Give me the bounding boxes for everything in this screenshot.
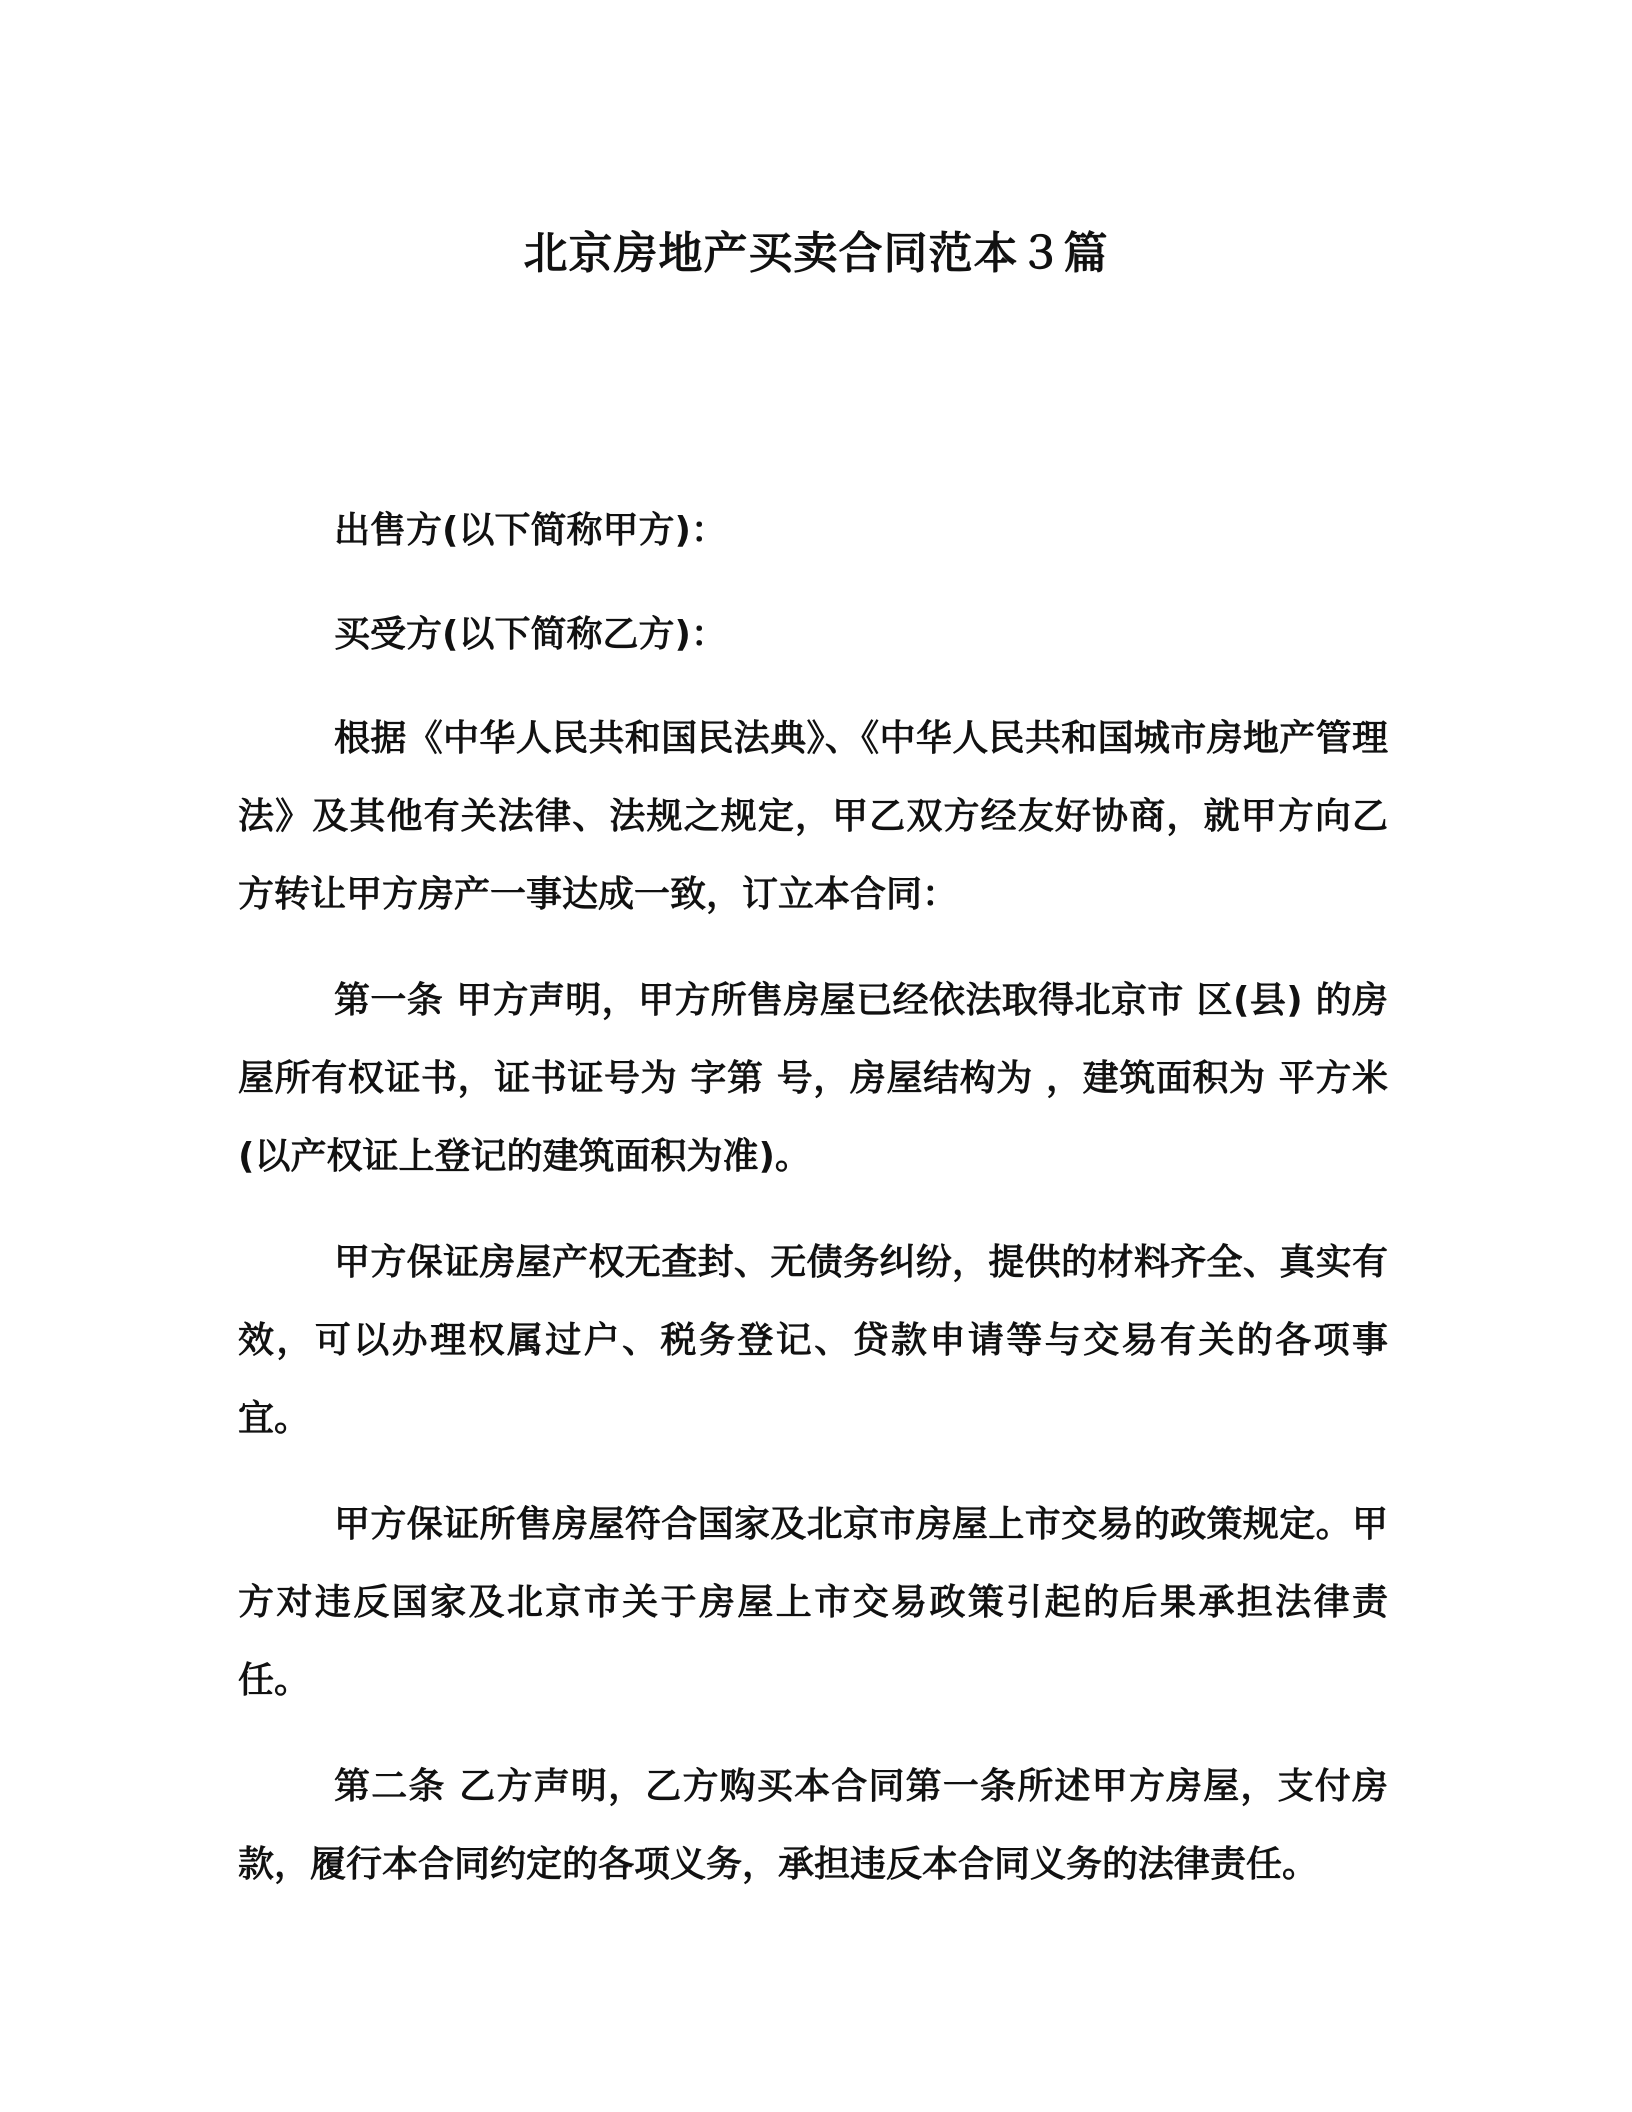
paragraph-article-2: 第二条 乙方声明，乙方购买本合同第一条所述甲方房屋，支付房款，履行本合同约定的各项义务，承担违反本合同义务的法律责任。 bbox=[238, 1766, 1388, 1885]
paragraph-buyer: 买受方(以下简称乙方)： bbox=[334, 614, 727, 655]
paragraph-seller-guarantee-1: 甲方保证房屋产权无查封、无债务纠纷，提供的材料齐全、真实有效，可以办理权属过户、税务登记、贷款申请等与交易有关的各项事宜。 bbox=[238, 1242, 1388, 1439]
paragraph-seller: 出售方(以下简称甲方)： bbox=[334, 510, 727, 551]
document-title: 北京房地产买卖合同范本３篇 bbox=[523, 228, 1109, 279]
document-body bbox=[238, 492, 1388, 1932]
paragraph-seller-guarantee-2: 甲方保证所售房屋符合国家及北京市房屋上市交易的政策规定。甲方对违反国家及北京市关于房屋上市交易政策引起的后果承担法律责任。 bbox=[238, 1504, 1388, 1701]
paragraph-article-1: 第一条 甲方声明，甲方所售房屋已经依法取得北京市 区(县) 的房屋所有权证书，证书证号为 字第 号，房屋结构为 ，建筑面积为 平方米(以产权证上登记的建筑面积为准)。 bbox=[238, 980, 1388, 1177]
paragraph-preamble: 根据《中华人民共和国民法典》、《中华人民共和国城市房地产管理法》及其他有关法律、法规之规定，甲乙双方经友好协商，就甲方向乙方转让甲方房产一事达成一致，订立本合同： bbox=[238, 718, 1388, 915]
